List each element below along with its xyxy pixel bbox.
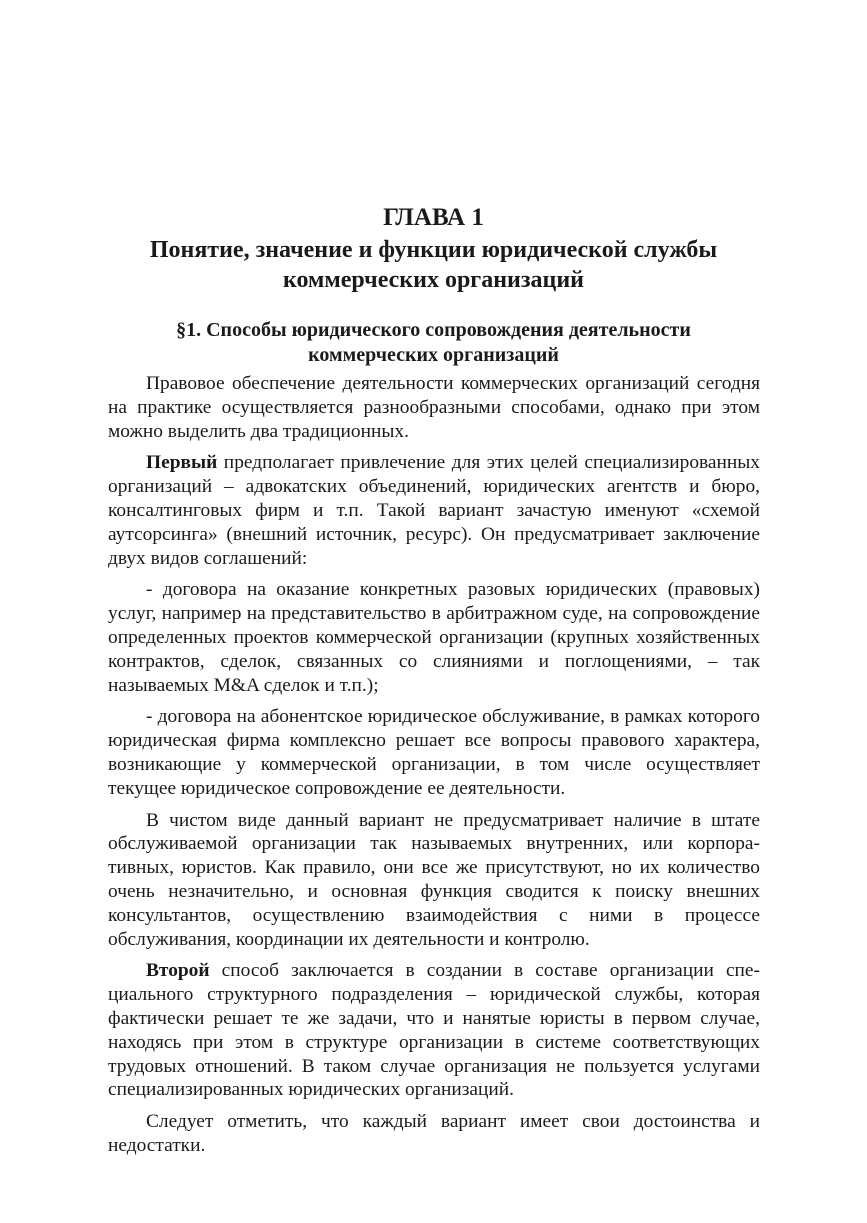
paragraph-first-method — [108, 451, 760, 570]
paragraph-list-item-1: - договора на оказание конкретных разовых юридических (правовых) услуг, например на представительство в арбитражном суде, на сопровождение определенных проектов коммерческой организации (крупных хозяйственных контрактов, сделок, связанных со слияниями и поглощениями, – так называемых M&A сделок и т.п.); — [108, 579, 760, 696]
chapter-title-line-1: Понятие, значение и функции юридической службы — [149, 237, 718, 263]
section-title-line-1: §1. Способы юридического сопровождения деятельности — [176, 319, 691, 341]
section-title — [100, 318, 767, 368]
paragraph-first-lead: Первый — [146, 452, 218, 474]
body-text — [108, 372, 760, 1158]
section-title-line-2: коммерческих организаций — [308, 344, 559, 366]
paragraph-second-body: способ заключается в создании в составе организации специального структурного подразделения – юридической службы, которая фактически решает те же задачи, что и нанятые юристы в первом случае, находясь при этом в структуре организации в системе соответствующих трудовых отношений. В таком случае организация не пользуется услугами специализированных юридических организаций. — [108, 960, 760, 1101]
paragraph-first-body: предполагает привлечение для этих целей специализированных организаций – адвокатских объединений, юридических агентств и бюро, консалтинговых фирм и т.п. Такой вариант зачастую именуют «схемой аутсорсинга» (внешний источник, ресурс). Он предусматривает заключение двух видов соглашений: — [108, 452, 760, 569]
paragraph-list-item-2: - договора на абонентское юридическое обслуживание, в рамках которого юридическая фирма комплексно решает все вопросы правового характера, возникающие у коммерческой организации, в том числе осуществляет текущее юридическое сопровождение ее деятельности. — [108, 706, 760, 799]
chapter-title-line-2: коммерческих организаций — [283, 267, 584, 293]
paragraph-conclusion: Следует отметить, что каждый вариант имеет свои достоинства и недостатки. — [108, 1111, 760, 1156]
paragraph-intro: Правовое обеспечение деятельности коммерческих организаций сегодня на практике осуществляется разнообразными способами, однако при этом можно выделить два традиционных. — [108, 373, 760, 442]
chapter-label: ГЛАВА 1 — [383, 204, 484, 231]
paragraph-second-lead: Второй — [146, 960, 210, 982]
chapter-title — [100, 235, 767, 295]
paragraph-second-method — [108, 959, 760, 1102]
paragraph-pure-form: В чистом виде данный вариант не предусматривает наличие в штате обслуживаемой организации так называемых внутренних, или корпоративных, юристов. Как правило, они все же присутствуют, но их количество очень незначительно, и основная функция сводится к поиску внешних консультантов, осуществлению взаимодействия с ними в процессе обслуживания, координации их деятельности и контролю. — [108, 809, 760, 950]
